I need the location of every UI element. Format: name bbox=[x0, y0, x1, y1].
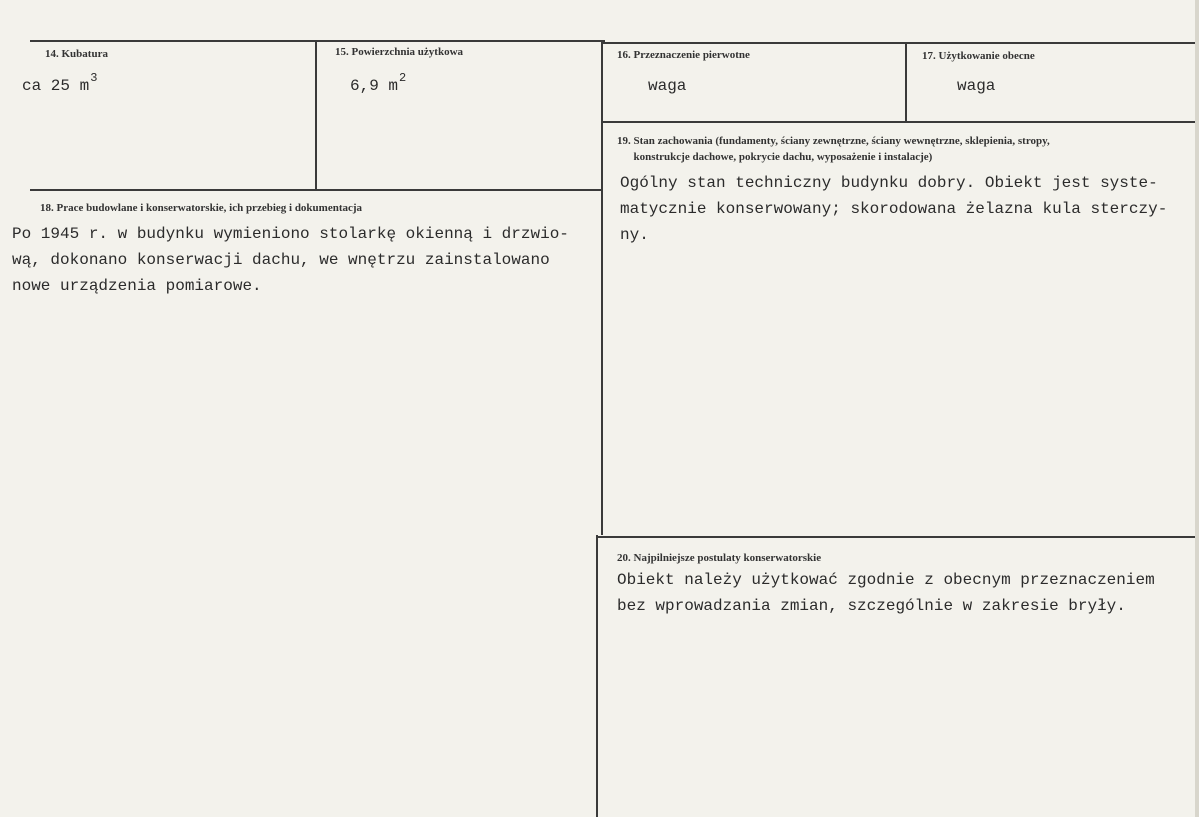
top-border-right bbox=[603, 42, 1199, 44]
divider-left-right bbox=[601, 41, 603, 535]
field-20-label: 20. Najpilniejsze postulaty konserwatorskie bbox=[617, 552, 822, 564]
field-15-value bbox=[350, 71, 407, 95]
field-19-text: Ogólny stan techniczny budynku dobry. Obiekt jest syste- matycznie konserwowany; skorodowana żelazna kula sterczy- ny. bbox=[620, 174, 1168, 244]
border-above-19 bbox=[601, 121, 1199, 123]
page-edge bbox=[1195, 0, 1199, 817]
field-16-value: waga bbox=[648, 77, 687, 95]
field-14-label: 14. Kubatura bbox=[45, 48, 108, 60]
field-19-label: 19. Stan zachowania (fundamenty, ściany zewnętrzne, ściany wewnętrzne, sklepienia, stropy, konstrukcje dachowe, pokrycie dachu, wyposażenie i instalacje) bbox=[617, 135, 1050, 163]
border-above-18 bbox=[30, 189, 602, 191]
field-15-value-text: 6,9 m bbox=[350, 77, 399, 95]
field-17-label: 17. Użytkowanie obecne bbox=[922, 50, 1035, 62]
divider-left-right-lower bbox=[596, 535, 598, 817]
border-above-20 bbox=[597, 536, 1199, 538]
field-15-superscript: 2 bbox=[399, 71, 407, 85]
field-15-label: 15. Powierzchnia użytkowa bbox=[335, 46, 464, 58]
field-14-value-text: ca 25 m bbox=[22, 77, 90, 95]
divider-14-15 bbox=[315, 41, 317, 190]
field-16-label: 16. Przeznaczenie pierwotne bbox=[617, 49, 750, 61]
field-14-value bbox=[22, 71, 98, 95]
field-20-text: Obiekt należy użytkować zgodnie z obecnym przeznaczeniem bez wprowadzania zmian, szczególnie w zakresie bryły. bbox=[617, 571, 1155, 615]
field-18-text: Po 1945 r. w budynku wymieniono stolarkę okienną i drzwio- wą, dokonano konserwacji dachu, we wnętrzu zainstalowano nowe urządzenia pomiarowe. bbox=[12, 225, 569, 295]
field-17-value: waga bbox=[957, 77, 996, 95]
top-border-left bbox=[30, 40, 605, 42]
divider-16-17 bbox=[905, 43, 907, 122]
field-18-label: 18. Prace budowlane i konserwatorskie, ich przebieg i dokumentacja bbox=[40, 202, 363, 214]
field-14-superscript: 3 bbox=[90, 71, 98, 85]
